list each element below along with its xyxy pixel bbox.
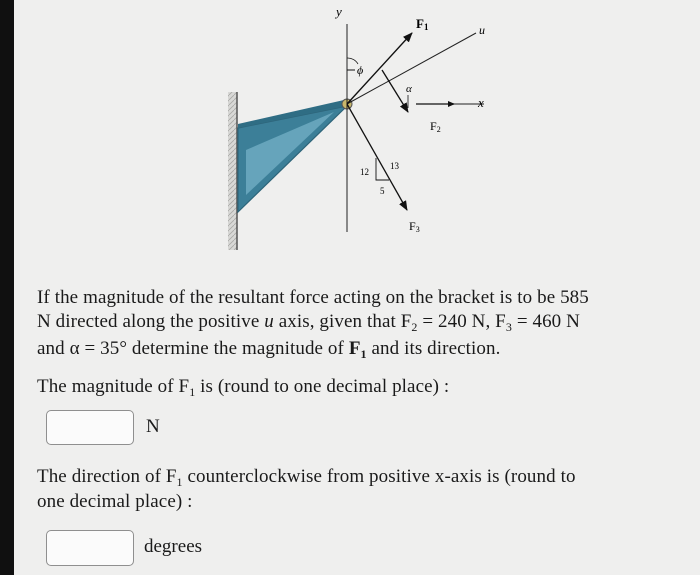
problem-line-3: and α = 35° determine the magnitude of $F_1$ and its direction. xyxy=(37,338,501,361)
y-axis-label: y xyxy=(336,4,342,19)
u-axis-label: u xyxy=(479,23,485,37)
magnitude-answer-input[interactable] xyxy=(46,410,134,445)
magnitude-unit-label: N xyxy=(146,416,160,437)
magnitude-question: The magnitude of $F_1$ is (round to one decimal place) : xyxy=(37,376,450,399)
phi-label: ϕ xyxy=(357,63,364,77)
wall-support xyxy=(228,92,237,250)
slope-12-label: 12 xyxy=(360,167,369,177)
direction-answer-input[interactable] xyxy=(46,530,134,566)
force-F1-label: F1 xyxy=(416,16,429,32)
force-F3-label: F3 xyxy=(409,219,420,234)
force-F3-arrow xyxy=(347,104,407,210)
problem-line-1: If the magnitude of the resultant force acting on the bracket is to be 585 xyxy=(37,287,589,308)
problem-line-2: N directed along the positive u axis, given that $F_2 = 240$ N, $F_3 = 460$ N xyxy=(37,311,580,334)
problem-page xyxy=(14,0,700,575)
slope-5-label: 5 xyxy=(380,186,385,196)
direction-question-line-1: The direction of $F_1$ counterclockwise from positive x-axis is (round to xyxy=(37,466,576,489)
alpha-label: α xyxy=(406,83,412,95)
direction-question-line-2: one decimal place) : xyxy=(37,491,193,512)
slope-13-label: 13 xyxy=(390,161,399,171)
slope-triangle xyxy=(376,158,389,180)
force-F2-arrow xyxy=(382,70,408,112)
force-F2-label: F2 xyxy=(430,119,441,134)
direction-unit-label: degrees xyxy=(144,536,203,557)
bracket-force-diagram xyxy=(14,0,700,280)
x-axis-label: x xyxy=(478,95,484,110)
